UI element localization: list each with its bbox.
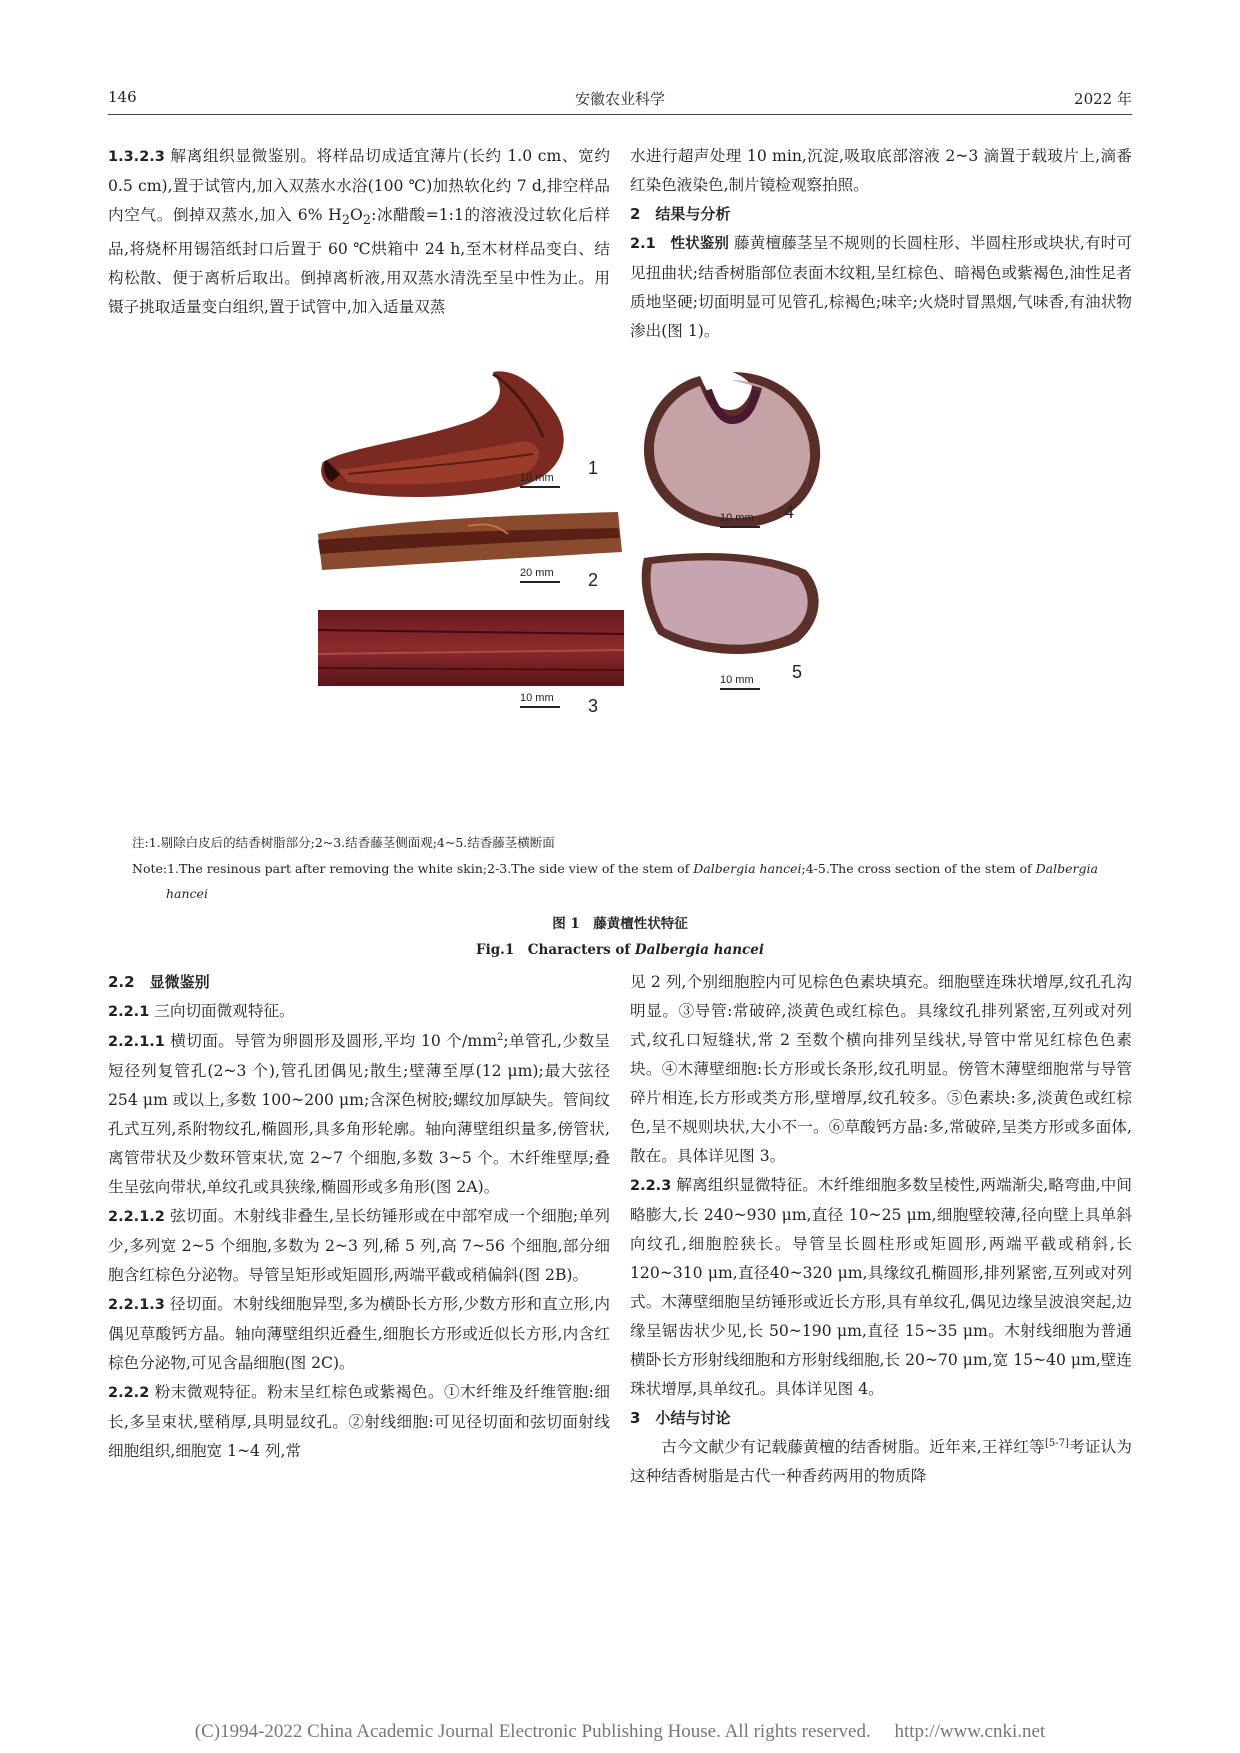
right-column-bottom (630, 968, 1132, 1491)
section-heading-2: 2 结果与分析 (630, 205, 731, 223)
page-number: 146 (108, 88, 137, 106)
paragraph-3: 古今文献少有记载藤黄檀的结香树脂。近年来,王祥红等[5-7]考证认为这种结香树脂是古代一种香药两用的物质降 (630, 1437, 1132, 1485)
panel-number-4: 4 (784, 502, 795, 522)
scale-bar-2 (520, 581, 560, 583)
figure-note-en: Note:1.The resinous part after removing the white skin;2-3.The side view of the stem of Dalbergia hancei;4-5.The cross section of the stem of Dalbergia hancei (132, 861, 1098, 901)
paragraph-2213: 2.2.1.3 径切面。木射线细胞异型,多为横卧长方形,少数方形和直立形,内偶见草酸钙方晶。轴向薄壁组织近叠生,细胞长方形或近似长方形,内含红棕色分泌物,可见含晶细胞(图 2C)。 (108, 1295, 610, 1372)
paragraph-21: 2.1 性状鉴别 藤黄檀藤茎呈不规则的长圆柱形、半圆柱形或块状,有时可见扭曲状;结香树脂部位表面木纹粗,呈红棕色、暗褐色或紫褐色,油性足者质地坚硬;切面明显可见管孔,棕褐色;味辛;火烧时冒黑烟,气味香,有油状物渗出(图 1)。 (630, 234, 1132, 340)
scale-label-1: 10 mm (520, 472, 554, 484)
photo-panel-2 (318, 504, 624, 574)
paragraph-223: 2.2.3 解离组织显微特征。木纤维细胞多数呈棱性,两端渐尖,略弯曲,中间略膨大,长 240~930 μm,直径 10~25 μm,细胞壁较薄,径向壁上具单斜向纹孔,细胞腔狭长。导管呈长圆柱形或矩圆形,两端平截或稍斜,长 120~310 μm,直径40~320 μm,具缘纹孔椭圆形,排列紧密,互列或对列式。木薄壁细胞呈纺锤形或近长方形,具有单纹孔,偶见边缘呈波浪突起,边缘呈锯齿状少见,长 50~190 μm,直径 15~35 μm。木射线细胞为普通横卧长方形射线细胞和方形射线细胞,长 20~70 μm,宽 15~40 μm,壁连珠状增厚,具单纹孔。具体详见图 4。 (630, 1176, 1132, 1398)
left-column-top (108, 142, 610, 322)
header-rule (108, 114, 1132, 115)
journal-year: 2022 年 (1074, 90, 1132, 108)
photo-panel-4 (638, 366, 826, 532)
paragraph-2211: 2.2.1.1 横切面。导管为卵圆形及圆形,平均 10 个$/mm^2$;单管孔,少数呈短径列复管孔(2~3 个),管孔团偶见;散生;壁薄至厚(12 μm);最大弦径 254 μm 或以上,多数 100~200 μm;含深色树胶;螺纹加厚缺失。管间纹孔式互列,系附物纹孔,椭圆形,具多角形轮廓。轴向薄壁组织量多,傍管状,离管带状及少数环管束状,宽 2~7 个细胞,多数 3~5 个。木纤维壁厚;叠生呈弦向带状,单纹孔或具狭缘,椭圆形或多角形(图 2A)。 (108, 1031, 610, 1196)
paragraph-continued: 水进行超声处理 10 min,沉淀,吸取底部溶液 2~3 滴置于载玻片上,滴番红染色液染色,制片镜检观察拍照。 (630, 147, 1132, 194)
paragraph-222: 2.2.2 粉末微观特征。粉末呈红棕色或紫褐色。①木纤维及纤维管胞:细长,多呈束状,壁稍厚,具明显纹孔。②射线细胞:可见径切面和弦切面射线细胞组织,细胞宽 1~4 列,常 (108, 1383, 610, 1460)
scale-bar-1 (520, 486, 560, 488)
right-column-top (630, 142, 1132, 346)
panel-number-1: 1 (588, 458, 599, 478)
paragraph-2212: 2.2.1.2 弦切面。木射线非叠生,呈长纺锤形或在中部窄成一个细胞;单列少,多列宽 2~5 个细胞,多数为 2~3 列,稀 5 列,高 7~56 个细胞,部分细胞含红棕色分泌物。导管呈矩形或矩圆形,两端平截或稍偏斜(图 2B)。 (108, 1207, 610, 1284)
left-column-bottom (108, 968, 610, 1466)
scale-label-5: 10 mm (720, 674, 754, 686)
paragraph-1323: 1.3.2.3 解离组织显微鉴别。将样品切成适宜薄片(长约 1.0 cm、宽约 0.5 cm),置于试管内,加入双蒸水水浴(100 ℃)加热软化约 7 d,排空样品内空气。倒掉双蒸水,加入 6% $H_2O_2$:冰醋酸=1:1的溶液没过软化后样品,将烧杯用锡箔纸封口后置于 60 ℃烘箱中 24 h,至木材样品变白、结构松散、便于离析后取出。倒掉离析液,用双蒸水清洗至呈中性为止。用镊子挑取适量变白组织,置于试管中,加入适量双蒸 (108, 147, 610, 317)
photo-panel-1 (318, 362, 618, 520)
paragraph-continued-2: 见 2 列,个别细胞腔内可见棕色色素块填充。细胞壁连珠状增厚,纹孔孔沟明显。③导管:常破碎,淡黄色或红棕色。具缘纹孔排列紧密,互列或对列式,纹孔口短缝状,常 2 至数个横向排列呈线状,导管中常见红棕色色素块。④木薄壁细胞:长方形或长条形,纹孔明显。傍管木薄壁细胞常与导管碎片相连,长方形或类方形,壁增厚,纹孔较多。⑤色素块:多,淡黄色或红棕色,呈不规则块状,大小不一。⑥草酸钙方晶:多,常破碎,呈类方形或多面体,散在。具体详见图 3。 (630, 973, 1132, 1165)
section-heading-3: 3 小结与讨论 (630, 1409, 731, 1427)
scale-label-4: 10 mm (720, 512, 754, 524)
figure-note-cn: 注:1.剔除白皮后的结香树脂部分;2~3.结香藤茎侧面观;4~5.结香藤茎横断面 (132, 835, 555, 850)
scale-bar-4 (720, 526, 760, 528)
figure-caption-en: Fig.1 Characters of Dalbergia hancei (476, 942, 764, 958)
section-number: 2.1 性状鉴别 (630, 236, 729, 252)
figure-1 (318, 362, 948, 814)
figure-caption-cn: 图 1 藤黄檀性状特征 (552, 916, 688, 932)
scale-label-2: 20 mm (520, 567, 554, 579)
photo-panel-5 (638, 550, 828, 660)
panel-number-3: 3 (588, 696, 599, 716)
photo-panel-3 (318, 610, 624, 686)
scale-bar-3 (520, 706, 560, 708)
section-heading-22: 2.2 显微鉴别 (108, 973, 210, 991)
scale-bar-5 (720, 688, 760, 690)
copyright-footer: (C)1994-2022 China Academic Journal Electronic Publishing House. All rights reserved. http://www.cnki.net (194, 1721, 1046, 1742)
panel-number-5: 5 (792, 662, 803, 682)
journal-name: 安徽农业科学 (574, 90, 665, 108)
section-number: 1.3.2.3 (108, 149, 165, 165)
paragraph-221: 2.2.1 三向切面微观特征。 (108, 1002, 295, 1020)
page-header (108, 82, 1132, 112)
panel-number-2: 2 (588, 570, 599, 590)
scale-label-3: 10 mm (520, 692, 554, 704)
